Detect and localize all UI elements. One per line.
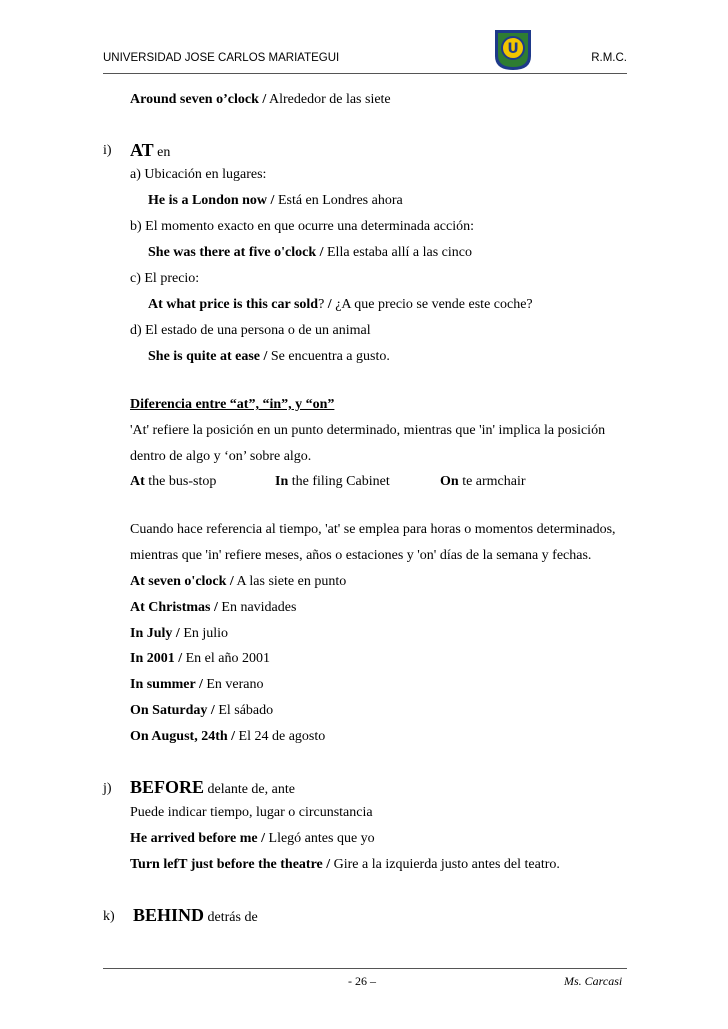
header-rule [103, 73, 627, 74]
i-b-example: She was there at five o'clock / Ella estaba allí a las cinco [148, 245, 472, 260]
j-example-2: Turn lefT just before the theatre / Gire a la izquierda justo antes del teatro. [130, 857, 560, 872]
diff-example-on: On te armchair [440, 474, 526, 489]
time-example: In summer / En verano [130, 677, 264, 692]
i-a-example: He is a London now / Está en Londres ahora [148, 193, 403, 208]
intro-line: Around seven o’clock / Alrededor de las siete [130, 92, 391, 107]
j-description: Puede indicar tiempo, lugar o circunstancia [130, 805, 373, 820]
time-example: In July / En julio [130, 626, 229, 641]
time-example: On Saturday / El sábado [130, 703, 274, 718]
section-i-label: i) [103, 143, 112, 158]
section-j-heading: BEFORE delante de, ante [130, 777, 295, 797]
i-d-example: She is quite at ease / Se encuentra a gusto. [148, 349, 390, 364]
i-b-text: b) El momento exacto en que ocurre una determinada acción: [130, 219, 475, 234]
page-number: - 26 – [348, 974, 376, 988]
i-c-text: c) El precio: [130, 271, 200, 286]
section-i-heading: AT en [130, 140, 171, 160]
footer-author: Ms. Carcasi [564, 974, 623, 988]
time-example: On August, 24th / El 24 de agosto [130, 729, 326, 744]
i-d-text: d) El estado de una persona o de un animal [130, 323, 371, 338]
footer-rule [103, 968, 627, 969]
diff-example-in: In the filing Cabinet [275, 474, 390, 489]
section-k-heading: BEHIND detrás de [133, 905, 258, 925]
i-a-text: a) Ubicación en lugares: [130, 167, 267, 182]
section-k-label: k) [103, 909, 115, 924]
diff-p2-line2: mientras que 'in' refiere meses, años o estaciones y 'on' días de la semana y fechas. [130, 548, 592, 563]
diff-p2-line1: Cuando hace referencia al tiempo, 'at' se emplea para horas o momentos determinados, [130, 522, 616, 537]
university-logo-icon [491, 26, 535, 72]
diff-p1-line1: 'At' refiere la posición en un punto determinado, mientras que 'in' implica la posición [130, 423, 606, 438]
time-example: At Christmas / En navidades [130, 600, 297, 615]
i-c-example: At what price is this car sold? / ¿A que precio se vende este coche? [148, 297, 533, 312]
diff-example-at: At the bus-stop [130, 474, 217, 489]
header-university: UNIVERSIDAD JOSE CARLOS MARIATEGUI [103, 52, 340, 64]
diff-title: Diferencia entre “at”, “in”, y “on” [130, 397, 335, 412]
diff-p1-line2: dentro de algo y ‘on’ sobre algo. [130, 449, 312, 464]
section-j-label: j) [103, 781, 112, 796]
time-example: In 2001 / En el año 2001 [130, 651, 270, 666]
logo-letter: U [507, 41, 519, 57]
time-example: At seven o'clock / A las siete en punto [130, 574, 347, 589]
j-example-1: He arrived before me / Llegó antes que yo [130, 831, 375, 846]
header-initials: R.M.C. [591, 52, 627, 64]
